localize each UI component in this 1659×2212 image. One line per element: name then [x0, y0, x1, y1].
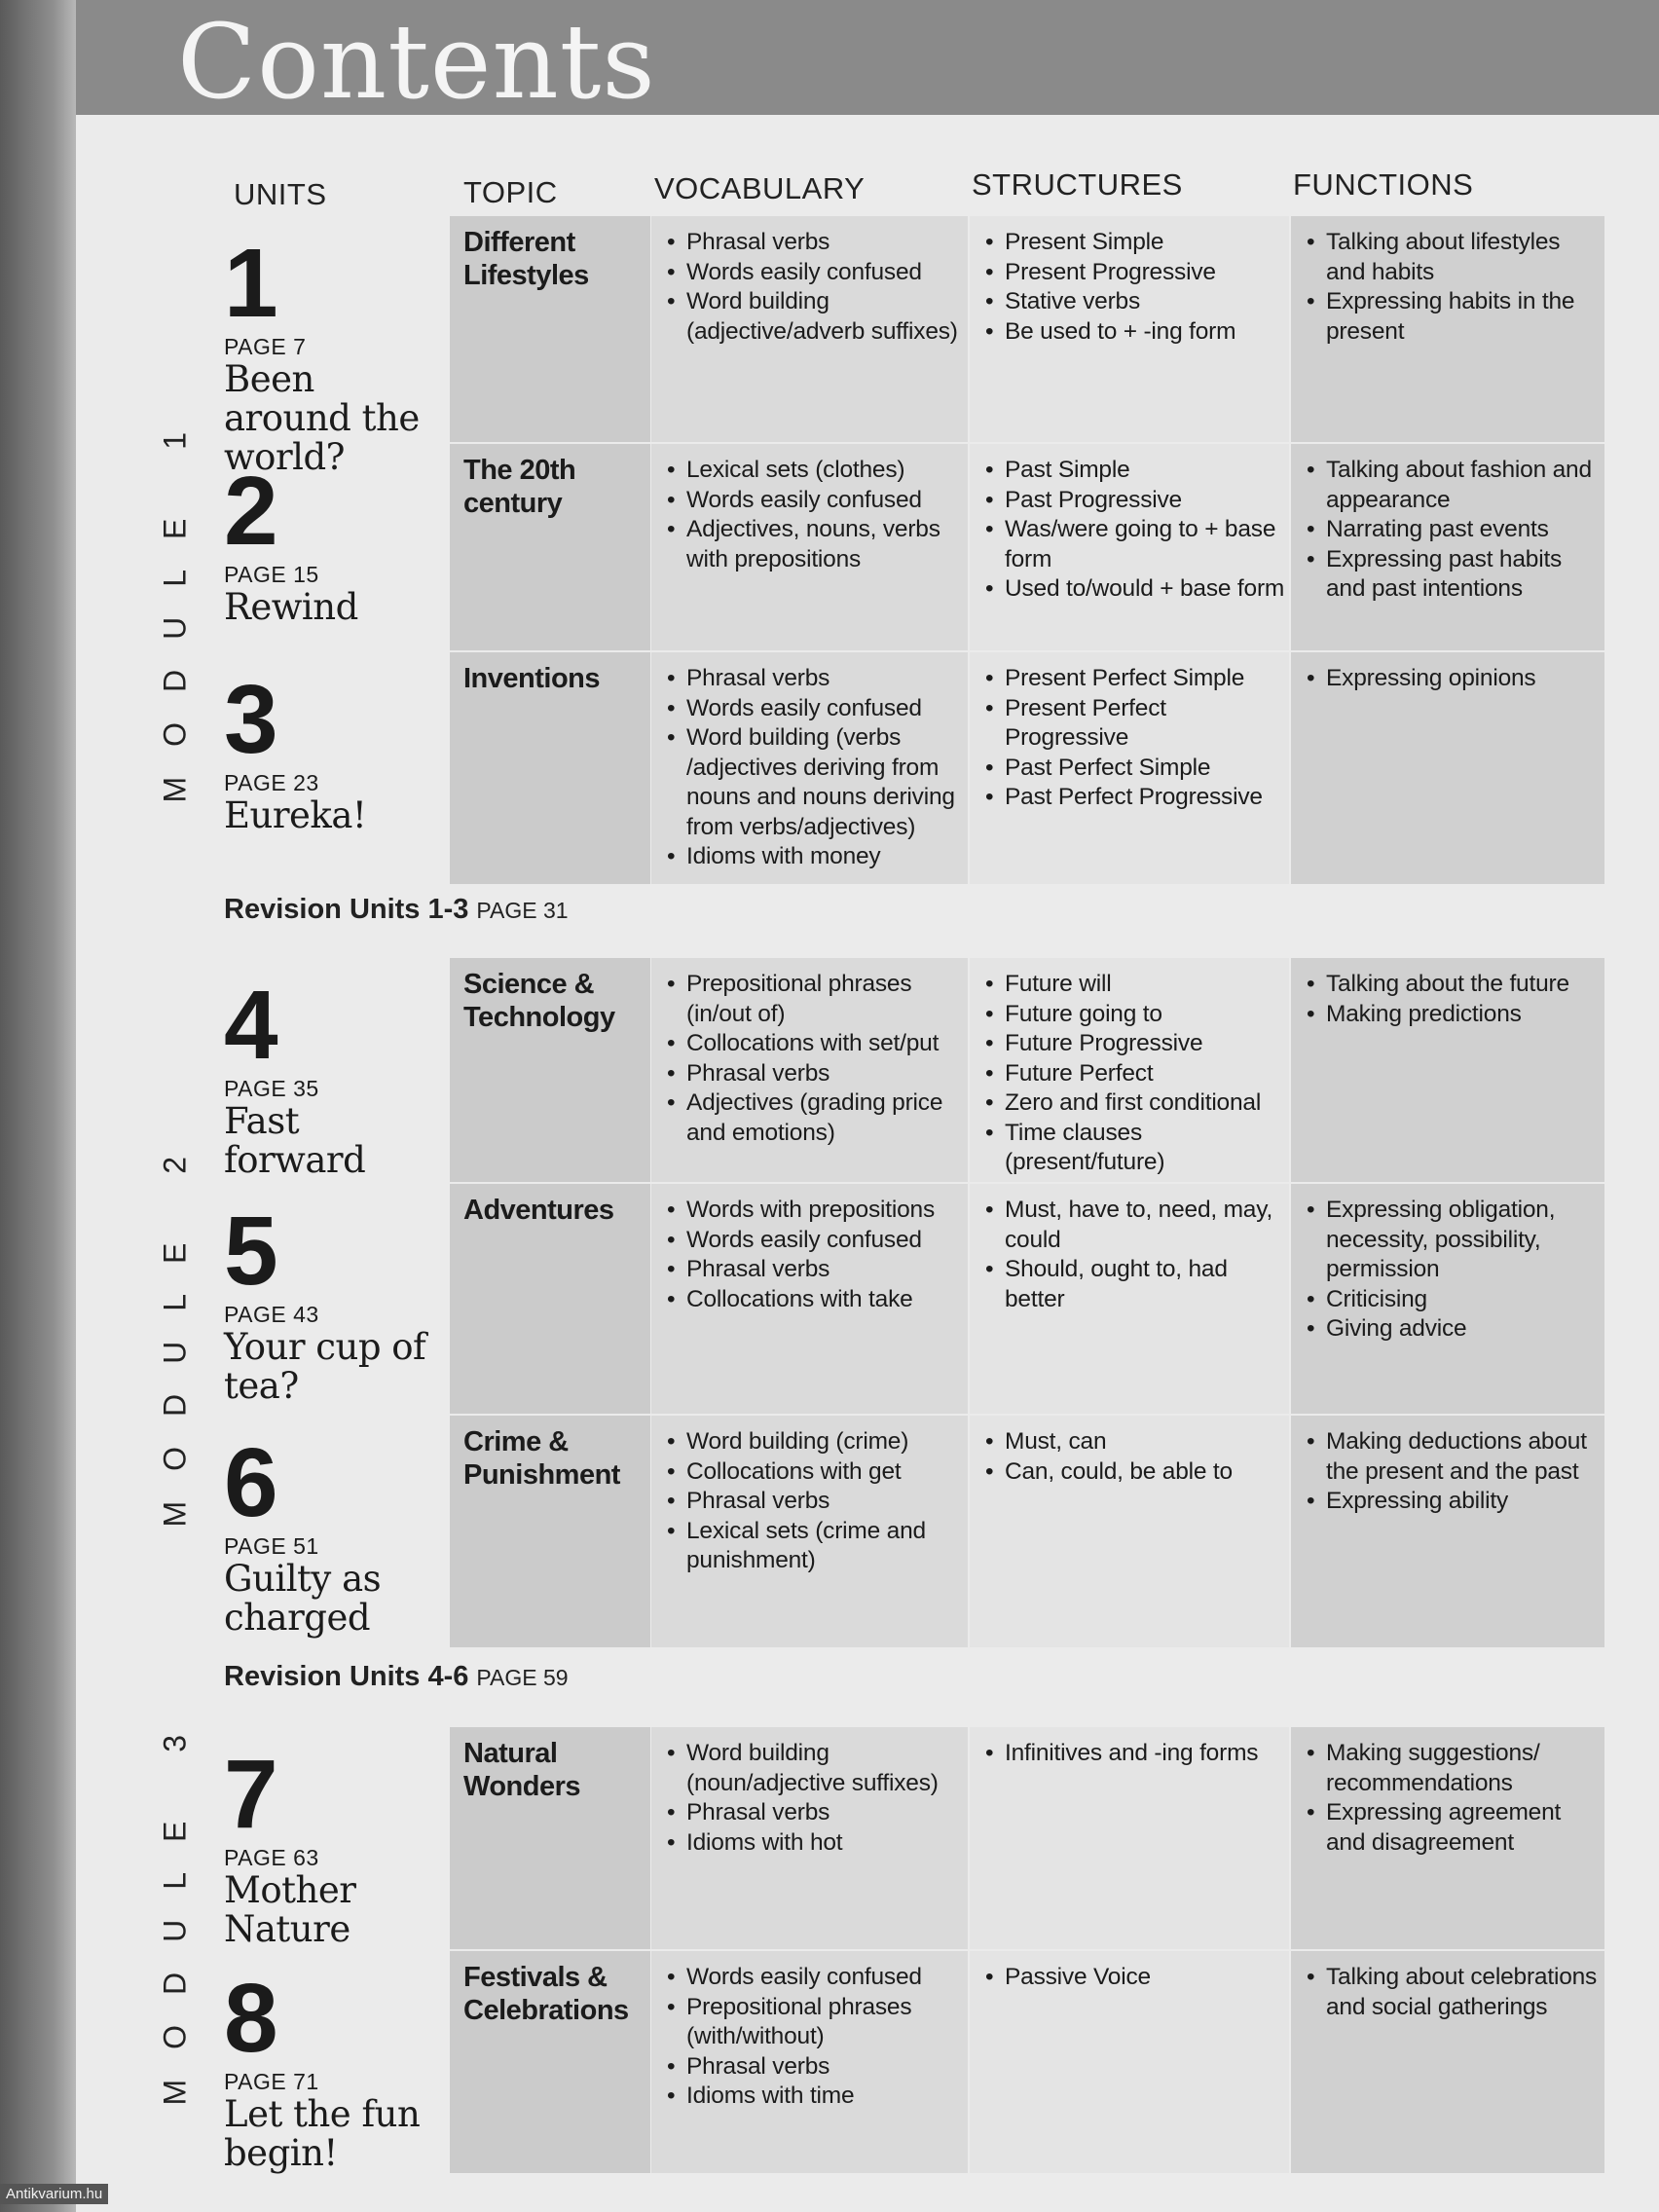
list-item: • Words easily confused — [665, 1963, 964, 1993]
structures-cell — [970, 1727, 1289, 1949]
list-item: • Giving advice — [1305, 1314, 1601, 1345]
vocabulary-cell — [651, 1951, 968, 2173]
list-item: • Expressing agreement and disagreement — [1305, 1798, 1601, 1858]
unit-heading — [224, 457, 448, 628]
header-topic: TOPIC — [463, 175, 558, 209]
list-item: • Word building (noun/adjective suffixes) — [665, 1739, 964, 1798]
list-item: • Word building (adjective/adverb suffixes) — [665, 287, 964, 347]
list-item: • Zero and first conditional — [983, 1088, 1285, 1119]
unit-name: Mother Nature — [224, 1869, 356, 1950]
revision-page: PAGE 59 — [476, 1665, 569, 1690]
list-item: • Expressing habits in the present — [1305, 287, 1601, 347]
header-functions: FUNCTIONS — [1293, 167, 1474, 202]
unit-heading — [224, 229, 448, 478]
list-item: • Collocations with get — [665, 1457, 964, 1488]
functions-cell — [1291, 216, 1604, 442]
list-item: • Past Progressive — [983, 486, 1285, 516]
list-item: • Present Perfect Simple — [983, 664, 1285, 694]
list-item: • Passive Voice — [983, 1963, 1285, 1993]
structures-cell — [970, 652, 1289, 884]
unit-page: PAGE 7 — [224, 334, 307, 359]
functions-cell — [1291, 444, 1604, 650]
list-item: • Words easily confused — [665, 694, 964, 724]
list-item: • Future will — [983, 970, 1285, 1000]
watermark-footer: Antikvarium.hu — [0, 2184, 108, 2204]
list-item: • Past Perfect Progressive — [983, 783, 1285, 813]
vocabulary-cell — [651, 958, 968, 1182]
list-item: • Present Perfect Progressive — [983, 694, 1285, 754]
functions-cell — [1291, 1727, 1604, 1949]
list-item: • Phrasal verbs — [665, 2052, 964, 2083]
list-item: • Phrasal verbs — [665, 1059, 964, 1089]
list-item: • Phrasal verbs — [665, 1255, 964, 1285]
unit-number: 5 — [224, 1197, 278, 1306]
unit-page: PAGE 71 — [224, 2069, 319, 2094]
unit-number: 7 — [224, 1740, 278, 1849]
functions-cell — [1291, 1951, 1604, 2173]
topic-cell: Natural Wonders — [450, 1727, 650, 1949]
vocabulary-cell — [651, 1727, 968, 1949]
list-item: • Collocations with set/put — [665, 1029, 964, 1059]
functions-cell — [1291, 958, 1604, 1182]
unit-number: 4 — [224, 971, 278, 1080]
unit-heading — [224, 1428, 448, 1639]
list-item: • Past Simple — [983, 456, 1285, 486]
list-item: • Lexical sets (crime and punishment) — [665, 1517, 964, 1576]
list-item: • Time clauses (present/future) — [983, 1119, 1285, 1178]
vocabulary-cell — [651, 444, 968, 650]
unit-number: 8 — [224, 1964, 278, 2073]
list-item: • Words easily confused — [665, 258, 964, 288]
functions-cell — [1291, 1184, 1604, 1414]
unit-heading — [224, 1740, 448, 1950]
revision-label: Revision — [224, 894, 342, 925]
topic-cell: Crime & Punishment — [450, 1416, 650, 1647]
topic-cell: Different Lifestyles — [450, 216, 650, 442]
structures-cell — [970, 1184, 1289, 1414]
unit-heading — [224, 1197, 448, 1407]
topic-cell: The 20th century — [450, 444, 650, 650]
list-item: • Talking about celebrations and social gatherings — [1305, 1963, 1601, 2022]
list-item: • Expressing obligation, necessity, possibility, permission — [1305, 1196, 1601, 1285]
list-item: • Idioms with money — [665, 842, 964, 872]
revision-line — [224, 894, 569, 926]
list-item: • Future Progressive — [983, 1029, 1285, 1059]
vocabulary-cell — [651, 1184, 968, 1414]
list-item: • Stative verbs — [983, 287, 1285, 317]
unit-name: Rewind — [224, 586, 358, 628]
unit-name: Fast forward — [224, 1100, 366, 1181]
list-item: • Infinitives and -ing forms — [983, 1739, 1285, 1769]
topic-cell: Inventions — [450, 652, 650, 884]
unit-number: 3 — [224, 665, 278, 774]
list-item: • Should, ought to, had better — [983, 1255, 1285, 1314]
list-item: • Prepositional phrases (in/out of) — [665, 970, 964, 1029]
unit-page: PAGE 43 — [224, 1302, 319, 1327]
list-item: • Used to/would + base form — [983, 574, 1285, 605]
list-item: • Making suggestions/ recommendations — [1305, 1739, 1601, 1798]
book-spine — [0, 0, 76, 2212]
list-item: • Word building (crime) — [665, 1427, 964, 1457]
unit-name: Let the fun begin! — [224, 2093, 421, 2174]
topic-cell: Science & Technology — [450, 958, 650, 1182]
module-label: MODULE 3 — [157, 1704, 193, 2106]
list-item: • Idioms with hot — [665, 1828, 964, 1859]
topic-cell: Festivals & Celebrations — [450, 1951, 650, 2173]
list-item: • Adjectives, nouns, verbs with prepositions — [665, 515, 964, 574]
unit-page: PAGE 51 — [224, 1533, 319, 1559]
list-item: • Phrasal verbs — [665, 1487, 964, 1517]
list-item: • Idioms with time — [665, 2082, 964, 2112]
list-item: • Present Progressive — [983, 258, 1285, 288]
list-item: • Past Perfect Simple — [983, 754, 1285, 784]
functions-cell — [1291, 652, 1604, 884]
list-item: • Narrating past events — [1305, 515, 1601, 545]
revision-page: PAGE 31 — [476, 898, 569, 923]
unit-page: PAGE 23 — [224, 770, 319, 795]
list-item: • Present Simple — [983, 228, 1285, 258]
unit-number: 2 — [224, 457, 278, 566]
list-item: • Expressing opinions — [1305, 664, 1601, 694]
module-label: MODULE 2 — [157, 1125, 193, 1528]
list-item: • Talking about lifestyles and habits — [1305, 228, 1601, 287]
revision-units: Units 1-3 — [349, 894, 469, 925]
topic-cell: Adventures — [450, 1184, 650, 1414]
list-item: • Making deductions about the present and the past — [1305, 1427, 1601, 1487]
revision-units: Units 4-6 — [349, 1661, 469, 1692]
functions-cell — [1291, 1416, 1604, 1647]
unit-number: 1 — [224, 229, 278, 338]
list-item: • Talking about fashion and appearance — [1305, 456, 1601, 515]
unit-page: PAGE 35 — [224, 1076, 319, 1101]
unit-name: Been around the world? — [224, 358, 420, 478]
unit-name: Guilty as charged — [224, 1558, 382, 1639]
structures-cell — [970, 216, 1289, 442]
structures-cell — [970, 1951, 1289, 2173]
list-item: • Expressing past habits and past intentions — [1305, 545, 1601, 605]
unit-name: Your cup of tea? — [224, 1326, 426, 1407]
list-item: • Making predictions — [1305, 1000, 1601, 1030]
header-units: UNITS — [234, 177, 327, 211]
header-structures: STRUCTURES — [972, 167, 1183, 202]
list-item: • Collocations with take — [665, 1285, 964, 1315]
unit-number: 6 — [224, 1428, 278, 1537]
list-item: • Words with prepositions — [665, 1196, 964, 1226]
list-item: • Adjectives (grading price and emotions) — [665, 1088, 964, 1148]
list-item: • Future going to — [983, 1000, 1285, 1030]
list-item: • Talking about the future — [1305, 970, 1601, 1000]
list-item: • Must, can — [983, 1427, 1285, 1457]
revision-label: Revision — [224, 1661, 342, 1692]
unit-heading — [224, 1964, 448, 2174]
structures-cell — [970, 444, 1289, 650]
list-item: • Word building (verbs /adjectives deriving from nouns and nouns deriving from verbs/adjectives) — [665, 723, 964, 842]
list-item: • Future Perfect — [983, 1059, 1285, 1089]
header-vocabulary: VOCABULARY — [654, 171, 866, 205]
list-item: • Phrasal verbs — [665, 664, 964, 694]
list-item: • Words easily confused — [665, 486, 964, 516]
unit-page: PAGE 15 — [224, 562, 319, 587]
list-item: • Prepositional phrases (with/without) — [665, 1993, 964, 2052]
list-item: • Be used to + -ing form — [983, 317, 1285, 348]
vocabulary-cell — [651, 216, 968, 442]
unit-name: Eureka! — [224, 794, 367, 836]
page-title: Contents — [177, 2, 656, 122]
list-item: • Lexical sets (clothes) — [665, 456, 964, 486]
unit-heading — [224, 971, 448, 1181]
list-item: • Words easily confused — [665, 1226, 964, 1256]
list-item: • Was/were going to + base form — [983, 515, 1285, 574]
vocabulary-cell — [651, 1416, 968, 1647]
structures-cell — [970, 1416, 1289, 1647]
unit-heading — [224, 665, 448, 836]
structures-cell — [970, 958, 1289, 1182]
list-item: • Phrasal verbs — [665, 228, 964, 258]
list-item: • Expressing ability — [1305, 1487, 1601, 1517]
vocabulary-cell — [651, 652, 968, 884]
module-label: MODULE 1 — [157, 401, 193, 803]
list-item: • Must, have to, need, may, could — [983, 1196, 1285, 1255]
list-item: • Phrasal verbs — [665, 1798, 964, 1828]
list-item: • Criticising — [1305, 1285, 1601, 1315]
list-item: • Can, could, be able to — [983, 1457, 1285, 1488]
unit-page: PAGE 63 — [224, 1845, 319, 1870]
revision-line — [224, 1661, 569, 1693]
